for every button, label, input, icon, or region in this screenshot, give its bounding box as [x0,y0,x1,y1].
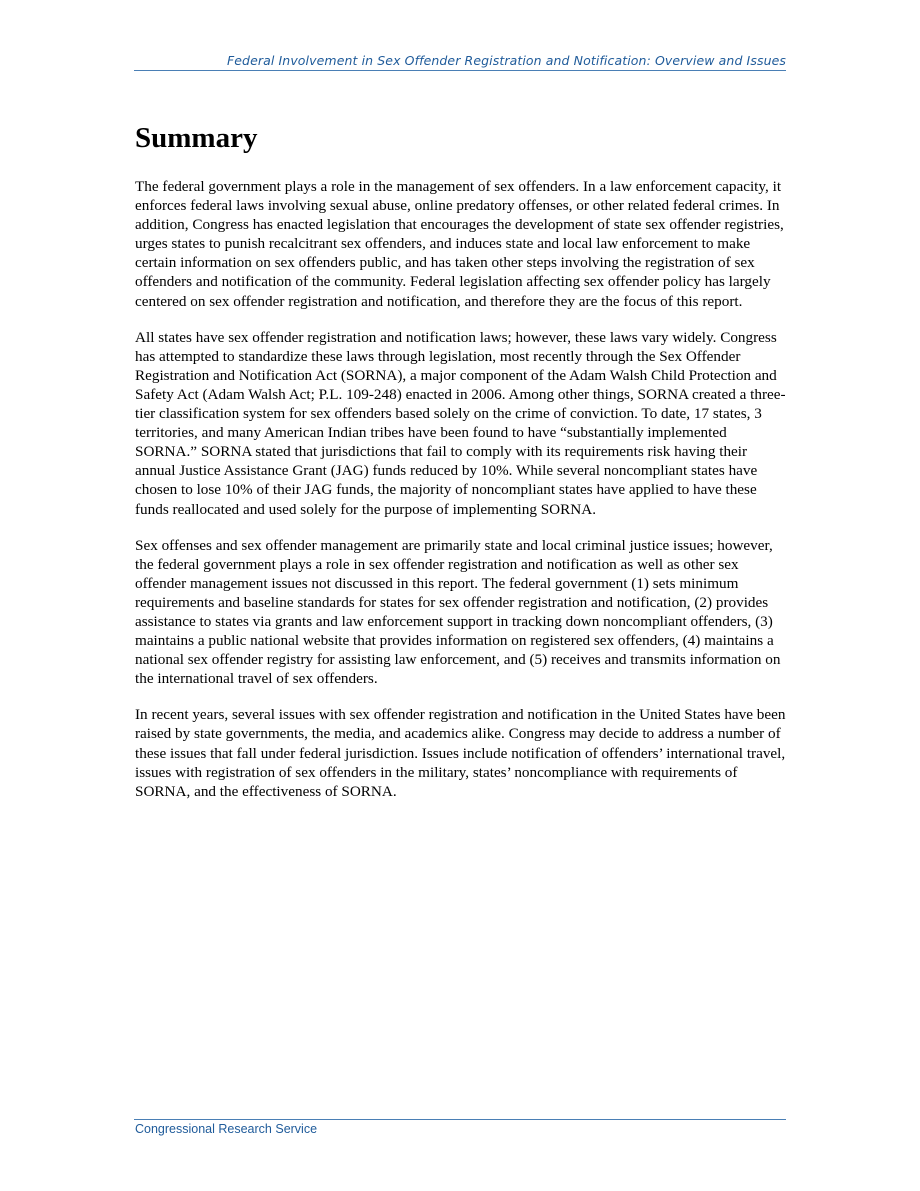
paragraph: Sex offenses and sex offender management are primarily state and local criminal justice issues; however, the federal government plays a role in sex offender registration and notification as well as other sex offender management issues not discussed in this report. The federal government (1) sets minimum requirements and baseline standards for states for sex offender registration and notification, (2) provides assistance to states via grants and law enforcement support in tracking down noncompliant offenders, (3) maintains a public national website that provides information on registered sex offenders, (4) maintains a national sex offender registry for assisting law enforcement, and (5) receives and transmits information on the international travel of sex offenders. [135,536,781,688]
summary-body [135,177,787,818]
paragraph: In recent years, several issues with sex offender registration and notification in the United States have been raised by state governments, the media, and academics alike. Congress may decide to address a number of these issues that fall under federal jurisdiction. Issues include notification of offenders’ international travel, issues with registration of sex offenders in the military, states’ noncompliance with requirements of SORNA, and the effectiveness of SORNA. [135,706,786,800]
footer-divider [134,1119,786,1120]
header-divider [134,70,786,71]
footer-organization: Congressional Research Service [135,1122,318,1136]
paragraph: All states have sex offender registration and notification laws; however, these laws vary widely. Congress has attempted to standardize these laws through legislation, most recently through the Sex Offender Registration and Notification Act (SORNA), a major component of the Adam Walsh Child Protection and Safety Act (Adam Walsh Act; P.L. 109-248) enacted in 2006. Among other things, SORNA created a three-tier classification system for sex offenders based solely on the crime of conviction. To date, 17 states, 3 territories, and many American Indian tribes have been found to have “substantially implemented SORNA.” SORNA stated that jurisdictions that fail to comply with its requirements risk having their annual Justice Assistance Grant (JAG) funds reduced by 10%. While several noncompliant states have chosen to lose 10% of their JAG funds, the majority of noncompliant states have applied to have these funds reallocated and used solely for the purpose of implementing SORNA. [135,328,786,518]
running-header: Federal Involvement in Sex Offender Registration and Notification: Overview and Issues [226,53,786,68]
paragraph: The federal government plays a role in the management of sex offenders. In a law enforcement capacity, it enforces federal laws involving sexual abuse, online predatory offenses, or other related federal crimes. In addition, Congress has enacted legislation that encourages the development of state sex offender registries, urges states to punish recalcitrant sex offenders, and induces state and local law enforcement to make certain information on sex offenders public, and has taken other steps involving the registration of sex offenders and notification of the community. Federal legislation affecting sex offender policy has largely centered on sex offender registration and notification, and therefore they are the focus of this report. [135,178,784,310]
section-heading: Summary [135,122,258,154]
